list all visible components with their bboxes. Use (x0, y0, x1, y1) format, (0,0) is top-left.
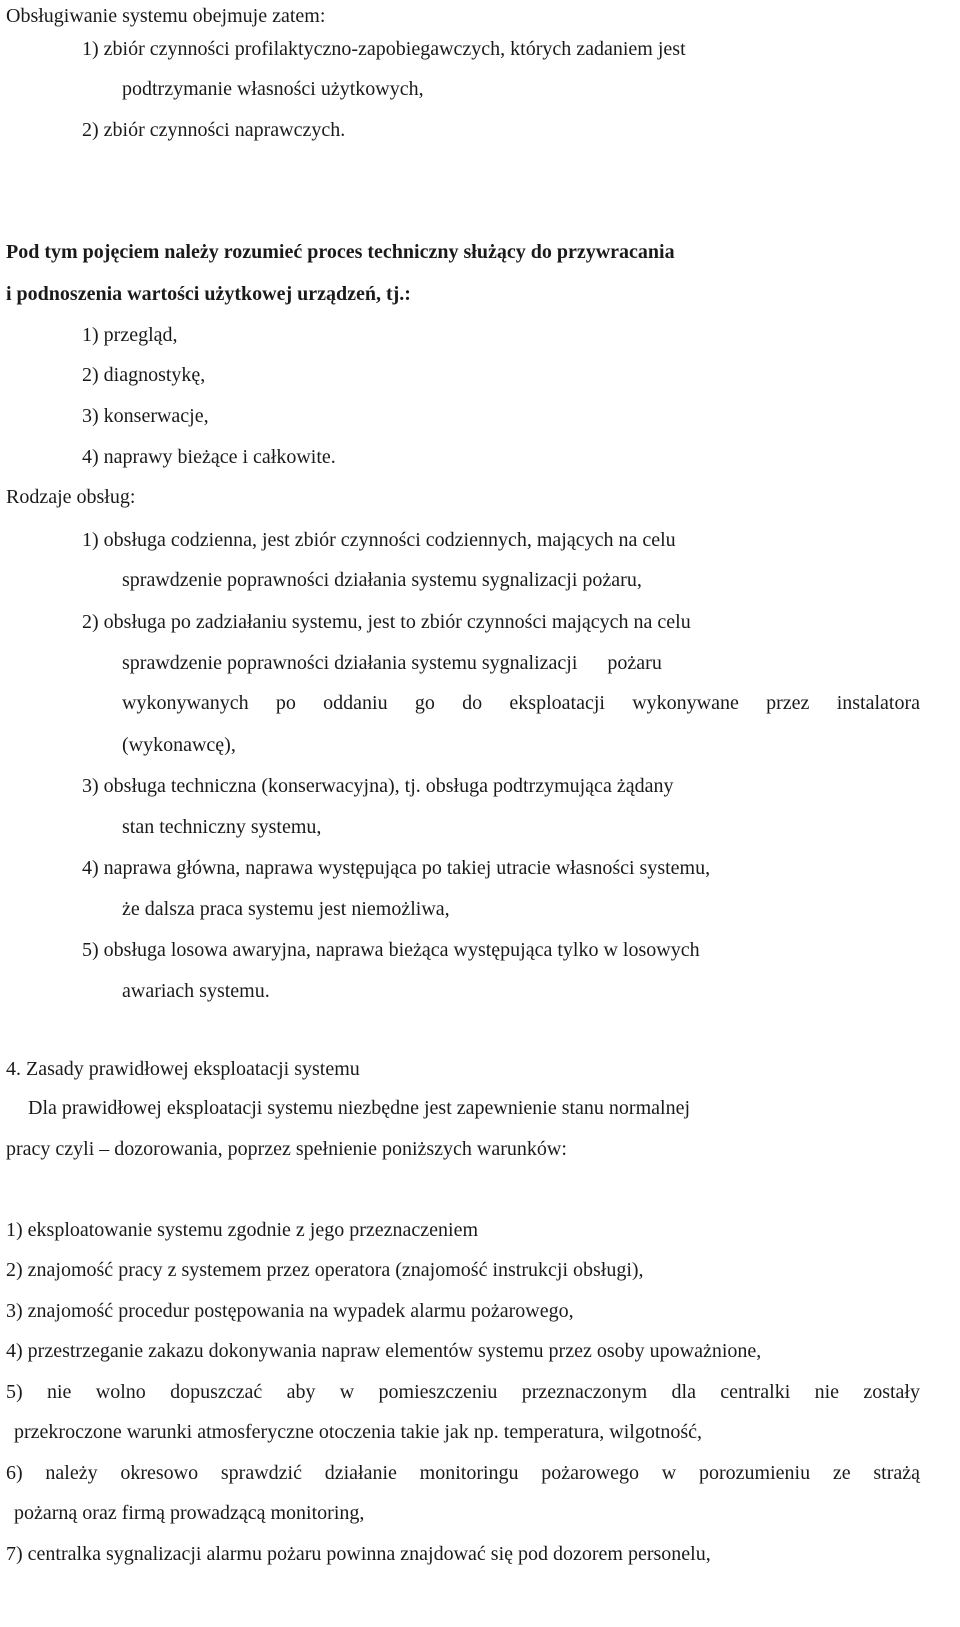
list-item: 1) eksploatowanie systemu zgodnie z jego przeznaczeniem (6, 1219, 479, 1241)
list-item: 4) przestrzeganie zakazu dokonywania napraw elementów systemu przez osoby upoważnione, (6, 1340, 762, 1362)
list-item: 3) znajomość procedur postępowania na wypadek alarmu pożarowego, (6, 1300, 574, 1322)
paragraph-line: pracy czyli – dozorowania, poprzez spełnienie poniższych warunków: (6, 1138, 567, 1160)
bold-paragraph-line: Pod tym pojęciem należy rozumieć proces techniczny służący do przywracania (6, 241, 675, 263)
list-item: wykonywanych po oddaniu go do eksploatacji wykonywane przez instalatora (122, 692, 920, 714)
list-item: 1) przegląd, (82, 324, 178, 346)
list-item: 5) obsługa losowa awaryjna, naprawa bieżąca występująca tylko w losowych (82, 939, 700, 961)
list-item: awariach systemu. (122, 980, 270, 1002)
list-item: sprawdzenie poprawności działania systemu sygnalizacji pożaru, (122, 569, 642, 591)
section-heading: 4. Zasady prawidłowej eksploatacji systemu (6, 1058, 360, 1080)
list-item: 1) zbiór czynności profilaktyczno-zapobiegawczych, których zadaniem jest (82, 38, 686, 60)
list-item: 2) znajomość pracy z systemem przez operatora (znajomość instrukcji obsługi), (6, 1259, 644, 1281)
list-item: 4) naprawa główna, naprawa występująca po takiej utracie własności systemu, (82, 857, 711, 879)
list-item: podtrzymanie własności użytkowych, (122, 78, 424, 100)
list-item: 2) zbiór czynności naprawczych. (82, 119, 346, 141)
list-item: że dalsza praca systemu jest niemożliwa, (122, 898, 450, 920)
list-item: 3) konserwacje, (82, 405, 209, 427)
list-item: 1) obsługa codzienna, jest zbiór czynności codziennych, mających na celu (82, 529, 676, 551)
list-item: 2) diagnostykę, (82, 364, 206, 386)
list-item: sprawdzenie poprawności działania systemu sygnalizacji pożaru (122, 652, 662, 674)
list-item: stan techniczny systemu, (122, 816, 322, 838)
list-item: 6) należy okresowo sprawdzić działanie monitoringu pożarowego w porozumieniu ze strażą (6, 1462, 920, 1484)
list-item: przekroczone warunki atmosferyczne otoczenia takie jak np. temperatura, wilgotność, (14, 1421, 703, 1443)
bold-paragraph-line: i podnoszenia wartości użytkowej urządzeń, tj.: (6, 283, 411, 305)
list-item: 4) naprawy bieżące i całkowite. (82, 446, 336, 468)
list-item: 2) obsługa po zadziałaniu systemu, jest to zbiór czynności mających na celu (82, 611, 691, 633)
list-item: pożarną oraz firmą prowadzącą monitoring, (14, 1502, 365, 1524)
list-item: 7) centralka sygnalizacji alarmu pożaru powinna znajdować się pod dozorem personelu, (6, 1543, 711, 1565)
list-item: (wykonawcę), (122, 734, 236, 756)
list-item: 3) obsługa techniczna (konserwacyjna), tj. obsługa podtrzymująca żądany (82, 775, 674, 797)
section-heading: Rodzaje obsług: (6, 486, 136, 508)
paragraph-line: Dla prawidłowej eksploatacji systemu niezbędne jest zapewnienie stanu normalnej (28, 1097, 691, 1119)
intro-text: Obsługiwanie systemu obejmuje zatem: (6, 5, 326, 27)
list-item: 5) nie wolno dopuszczać aby w pomieszczeniu przeznaczonym dla centralki nie zostały (6, 1381, 920, 1403)
